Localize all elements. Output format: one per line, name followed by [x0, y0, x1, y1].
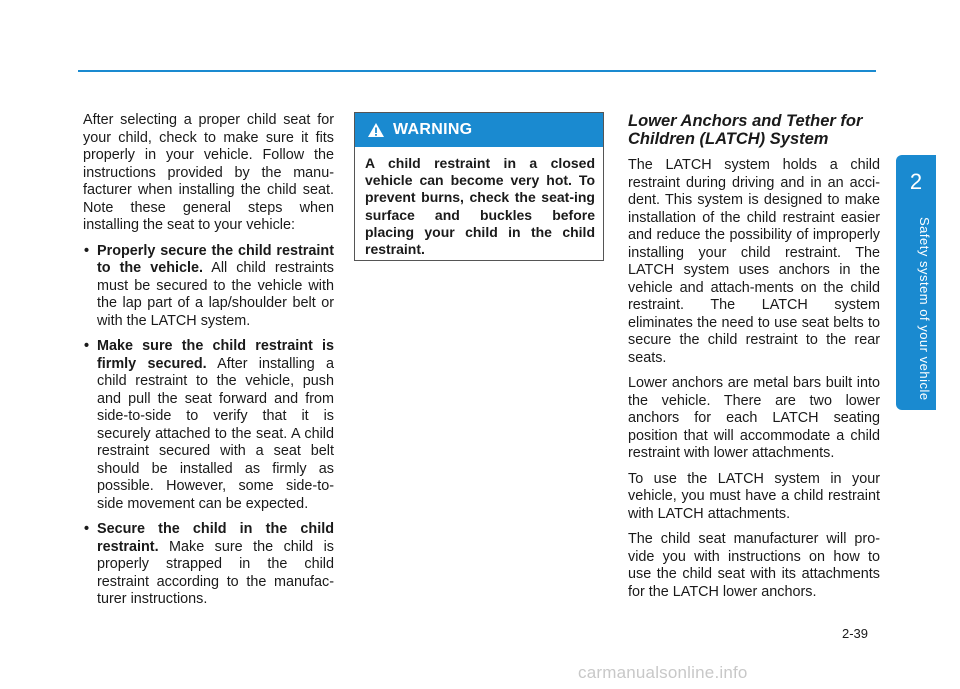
warning-label: WARNING	[393, 121, 473, 138]
body-paragraph: The LATCH system holds a child restraint during driving and in an acci-dent. This system is designed to make installation of the child restraint easier and reduce the possibility of improperly installing your child restraint. The LATCH system uses anchors in the vehicle and attach-ments on the child restraint. The LATCH system eliminates the need to use seat belts to secure the child restraint to the rear seats.	[628, 157, 880, 366]
chapter-title: Safety system of your vehicle	[917, 217, 932, 401]
intro-paragraph: After selecting a proper child seat for your child, check to make sure it fits properly in your vehicle. Follow the instructions provided by the manu-facturer when installing the child seat. Note these general steps when installing the seat to your vehicle:	[83, 112, 334, 233]
list-item-bold: Properly secure the child restraint to the vehicle.	[97, 242, 334, 276]
list-item	[83, 521, 334, 609]
list-item-text: All child restraints must be secured to the vehicle with the lap part of a lap/shoulder belt or with the LATCH system.	[97, 260, 335, 329]
watermark[interactable]: carmanualsonline.info	[578, 663, 748, 682]
list-item-bold: Make sure the child restraint is firmly secured.	[97, 338, 334, 372]
list-item-text: After installing a child restraint to the vehicle, push and pull the seat forward and from side-to-side to verify that it is securely attached to the seat. A child restraint secured with a seat belt should be installed as firmly as possible. However, some side-to-side movement can be expected.	[97, 355, 334, 512]
list-item	[83, 338, 334, 513]
list-item-text: Make sure the child is properly strapped in the child restraint according to the manufac-turer instructions.	[97, 538, 334, 607]
list-item-bold: Secure the child in the child restraint.	[97, 521, 334, 555]
body-paragraph: The child seat manufacturer will pro-vide you with instructions on how to use the child seat with its attachments for the LATCH lower anchors.	[628, 531, 880, 600]
section-heading: Lower Anchors and Tether for Children (LATCH) System	[628, 112, 863, 148]
warning-triangle-icon	[367, 122, 385, 138]
body-paragraph: To use the LATCH system in your vehicle, you must have a child restraint with LATCH attachments.	[628, 470, 880, 522]
steps-list	[83, 243, 334, 609]
chapter-number: 2	[909, 169, 923, 194]
top-rule	[78, 70, 876, 72]
warning-box	[354, 112, 604, 261]
chapter-tab	[896, 155, 936, 410]
page-number: 2-39	[842, 626, 869, 641]
warning-text: A child restraint in a closed vehicle can become very hot. To prevent burns, check the seat-ing surface and buckles before placing your child in the child restraint.	[365, 155, 595, 258]
left-column	[83, 112, 334, 617]
warning-header	[355, 113, 603, 147]
list-item	[83, 243, 334, 331]
right-column	[628, 112, 880, 609]
body-paragraph: Lower anchors are metal bars built into the vehicle. There are two lower anchors for each LATCH seating position that will accommodate a child restraint with lower attachments.	[628, 375, 880, 461]
